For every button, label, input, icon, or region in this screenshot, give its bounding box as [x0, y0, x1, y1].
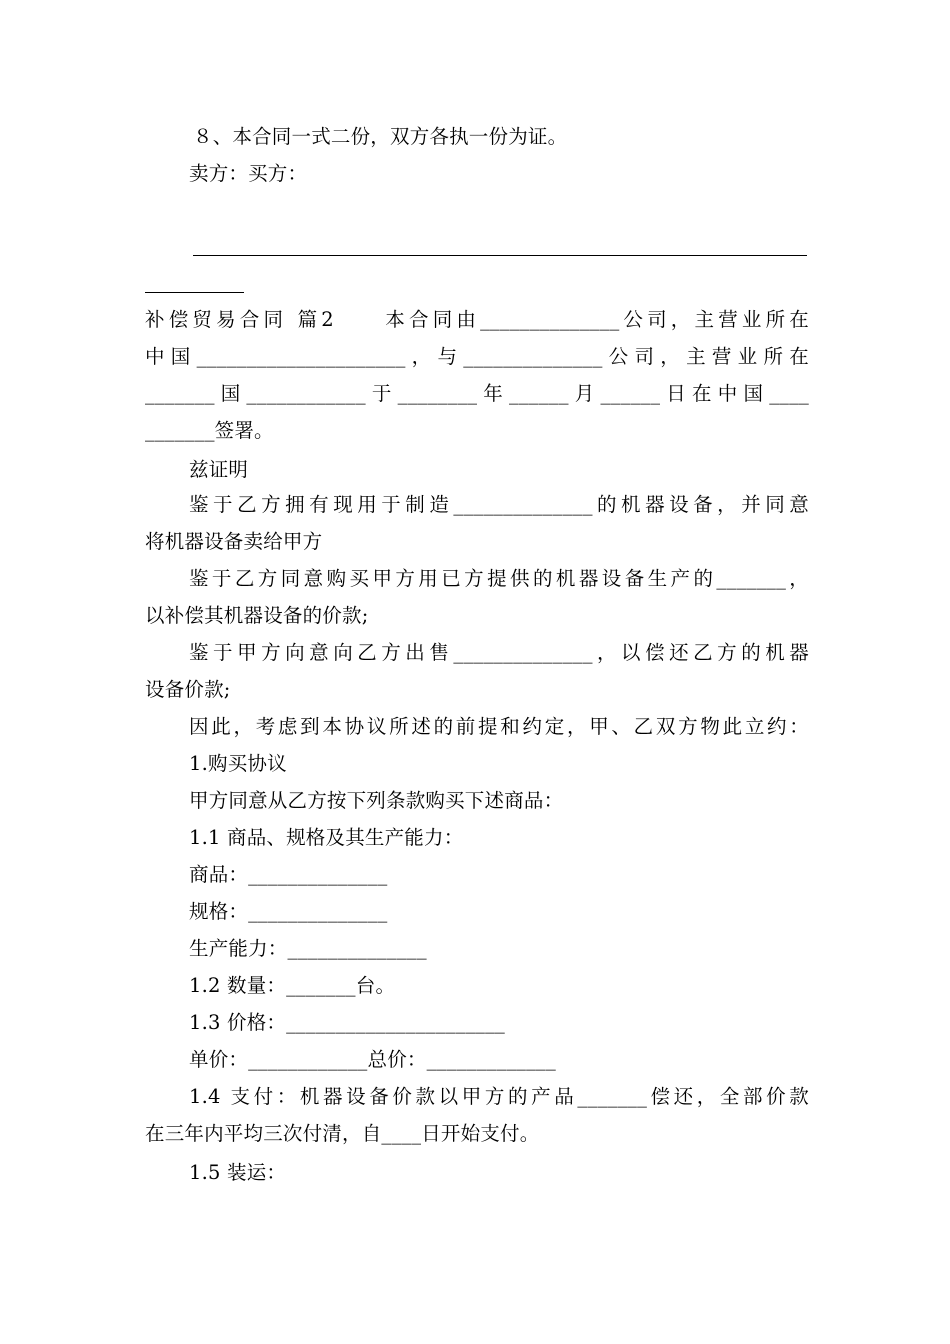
signature-line-long [193, 255, 807, 256]
contract-date-line: _______国____________于________年______月______日在中国____ [145, 382, 809, 405]
contract-signed-line: _______签署。 [145, 419, 274, 442]
section-1-4-payment: 1.4 支付：机器设备价款以甲方的产品_______偿还，全部价款 [189, 1085, 809, 1108]
contract-party-line: 中国_____________________，与______________公司，主营业所在 [145, 345, 809, 368]
recital-1: 鉴于乙方拥有现用于制造______________的机器设备，并同意 [189, 493, 809, 516]
section-1-5-shipping: 1.5 装运： [189, 1161, 287, 1184]
section-1-3-price: 1.3 价格：______________________ [189, 1011, 506, 1034]
capacity-field: 生产能力：______________ [189, 937, 427, 960]
agreement-intro: 因此，考虑到本协议所述的前提和约定，甲、乙双方物此立约： [189, 715, 809, 738]
section-1-1: 1.1 商品、规格及其生产能力： [189, 826, 464, 849]
recital-3-cont: 设备价款; [145, 678, 231, 701]
recital-1-cont: 将机器设备卖给甲方 [145, 530, 323, 553]
section-1-4-cont: 在三年内平均三次付清，自____日开始支付。 [145, 1122, 540, 1145]
recital-3: 鉴于甲方向意向乙方出售______________，以偿还乙方的机器 [189, 641, 809, 664]
recital-2-cont: 以补偿其机器设备的价款; [145, 604, 369, 627]
recital-2: 鉴于乙方同意购买甲方用已方提供的机器设备生产的_______， [189, 567, 809, 590]
unit-total-price: 单价：____________总价：_____________ [189, 1048, 556, 1071]
signature-line-short [145, 292, 244, 293]
specification-field: 规格：______________ [189, 900, 388, 923]
section-1-intro: 甲方同意从乙方按下列条款购买下述商品： [189, 789, 564, 812]
witness-heading: 兹证明 [189, 458, 249, 481]
signature-parties: 卖方：买方： [189, 162, 308, 185]
contract-2-heading: 补偿贸易合同 篇2 本合同由______________公司，主营业所在 [145, 308, 809, 331]
goods-field: 商品：______________ [189, 863, 388, 886]
section-1-2-quantity: 1.2 数量：_______台。 [189, 974, 396, 997]
clause-8-copies: ８、本合同一式二份，双方各执一份为证。 [193, 125, 568, 148]
section-1-title: 1.购买协议 [189, 752, 287, 775]
